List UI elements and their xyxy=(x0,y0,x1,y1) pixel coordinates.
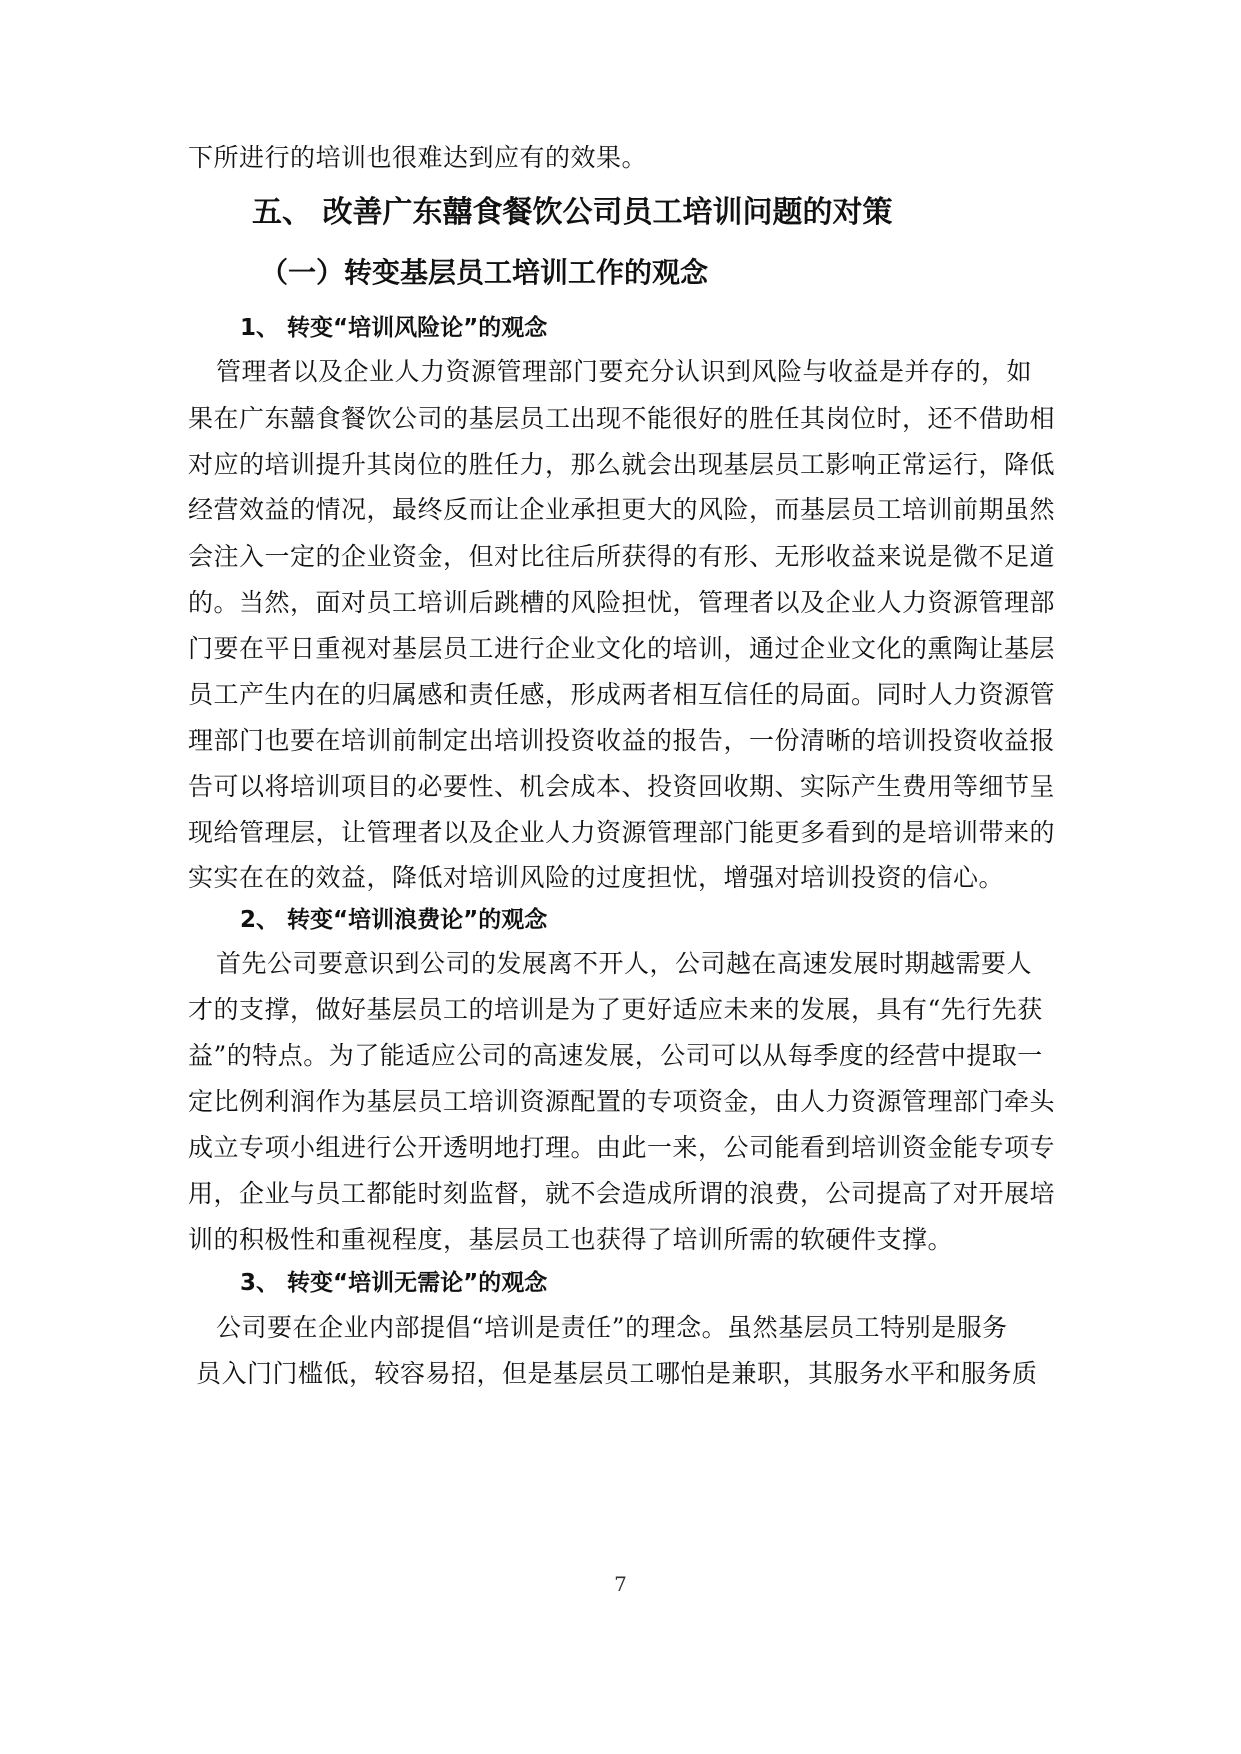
paragraph-line: 成立专项小组进行公开透明地打理。由此一来，公司能看到培训资金能专项专 xyxy=(188,1133,1056,1162)
paragraph-line: 对应的培训提升其岗位的胜任力，那么就会出现基层员工影响正常运行，降低 xyxy=(188,450,1056,479)
paragraph-line: 用，企业与员工都能时刻监督，就不会造成所谓的浪费，公司提高了对开展培 xyxy=(188,1179,1056,1208)
paragraph-line: 果在广东囍食餐饮公司的基层员工出现不能很好的胜任其岗位时，还不借助相 xyxy=(188,404,1056,433)
item-heading-3: 3、 转变“培训无需论”的观念 xyxy=(240,1270,548,1296)
paragraph-line: 经营效益的情况，最终反而让企业承担更大的风险，而基层员工培训前期虽然 xyxy=(188,495,1056,524)
paragraph-line: 公司要在企业内部提倡“培训是责任”的理念。虽然基层员工特别是服务 xyxy=(216,1313,1008,1342)
item-heading-2: 2、 转变“培训浪费论”的观念 xyxy=(240,907,548,933)
item-heading-1: 1、 转变“培训风险论”的观念 xyxy=(240,315,548,341)
paragraph-line: 才的支撑，做好基层员工的培训是为了更好适应未来的发展，具有“先行先获 xyxy=(188,995,1043,1024)
page-number: 7 xyxy=(614,1572,627,1596)
paragraph-line: 员入门门槛低，较容易招，但是基层员工哪怕是兼职，其服务水平和服务质 xyxy=(196,1359,1038,1388)
paragraph-line: 会注入一定的企业资金，但对比往后所获得的有形、无形收益来说是微不足道 xyxy=(188,542,1056,571)
paragraph-line: 益”的特点。为了能适应公司的高速发展，公司可以从每季度的经营中提取一 xyxy=(188,1041,1043,1070)
section-heading: 五、 改善广东囍食餐饮公司员工培训问题的对策 xyxy=(252,195,893,230)
paragraph-line: 定比例利润作为基层员工培训资源配置的专项资金，由人力资源管理部门牵头 xyxy=(188,1087,1056,1116)
paragraph-line: 的。当然，面对员工培训后跳槽的风险担忧，管理者以及企业人力资源管理部 xyxy=(188,588,1056,617)
paragraph-line: 告可以将培训项目的必要性、机会成本、投资回收期、实际产生费用等细节呈 xyxy=(188,772,1056,801)
paragraph-line: 实实在在的效益，降低对培训风险的过度担忧，增强对培训投资的信心。 xyxy=(188,863,1005,892)
paragraph-line: 训的积极性和重视程度，基层员工也获得了培训所需的软硬件支撑。 xyxy=(188,1225,954,1254)
paragraph-line: 现给管理层，让管理者以及企业人力资源管理部门能更多看到的是培训带来的 xyxy=(188,818,1056,847)
paragraph-line: 下所进行的培训也很难达到应有的效果。 xyxy=(188,143,648,172)
paragraph-line: 门要在平日重视对基层员工进行企业文化的培训，通过企业文化的熏陶让基层 xyxy=(188,634,1056,663)
paragraph-line: 管理者以及企业人力资源管理部门要充分认识到风险与收益是并存的，如 xyxy=(216,357,1033,386)
paragraph-line: 首先公司要意识到公司的发展离不开人，公司越在高速发展时期越需要人 xyxy=(216,949,1033,978)
paragraph-line: 理部门也要在培训前制定出培训投资收益的报告，一份清晰的培训投资收益报 xyxy=(188,726,1056,755)
paragraph-line: 员工产生内在的归属感和责任感，形成两者相互信任的局面。同时人力资源管 xyxy=(188,680,1056,709)
subsection-heading: （一）转变基层员工培训工作的观念 xyxy=(260,256,709,289)
